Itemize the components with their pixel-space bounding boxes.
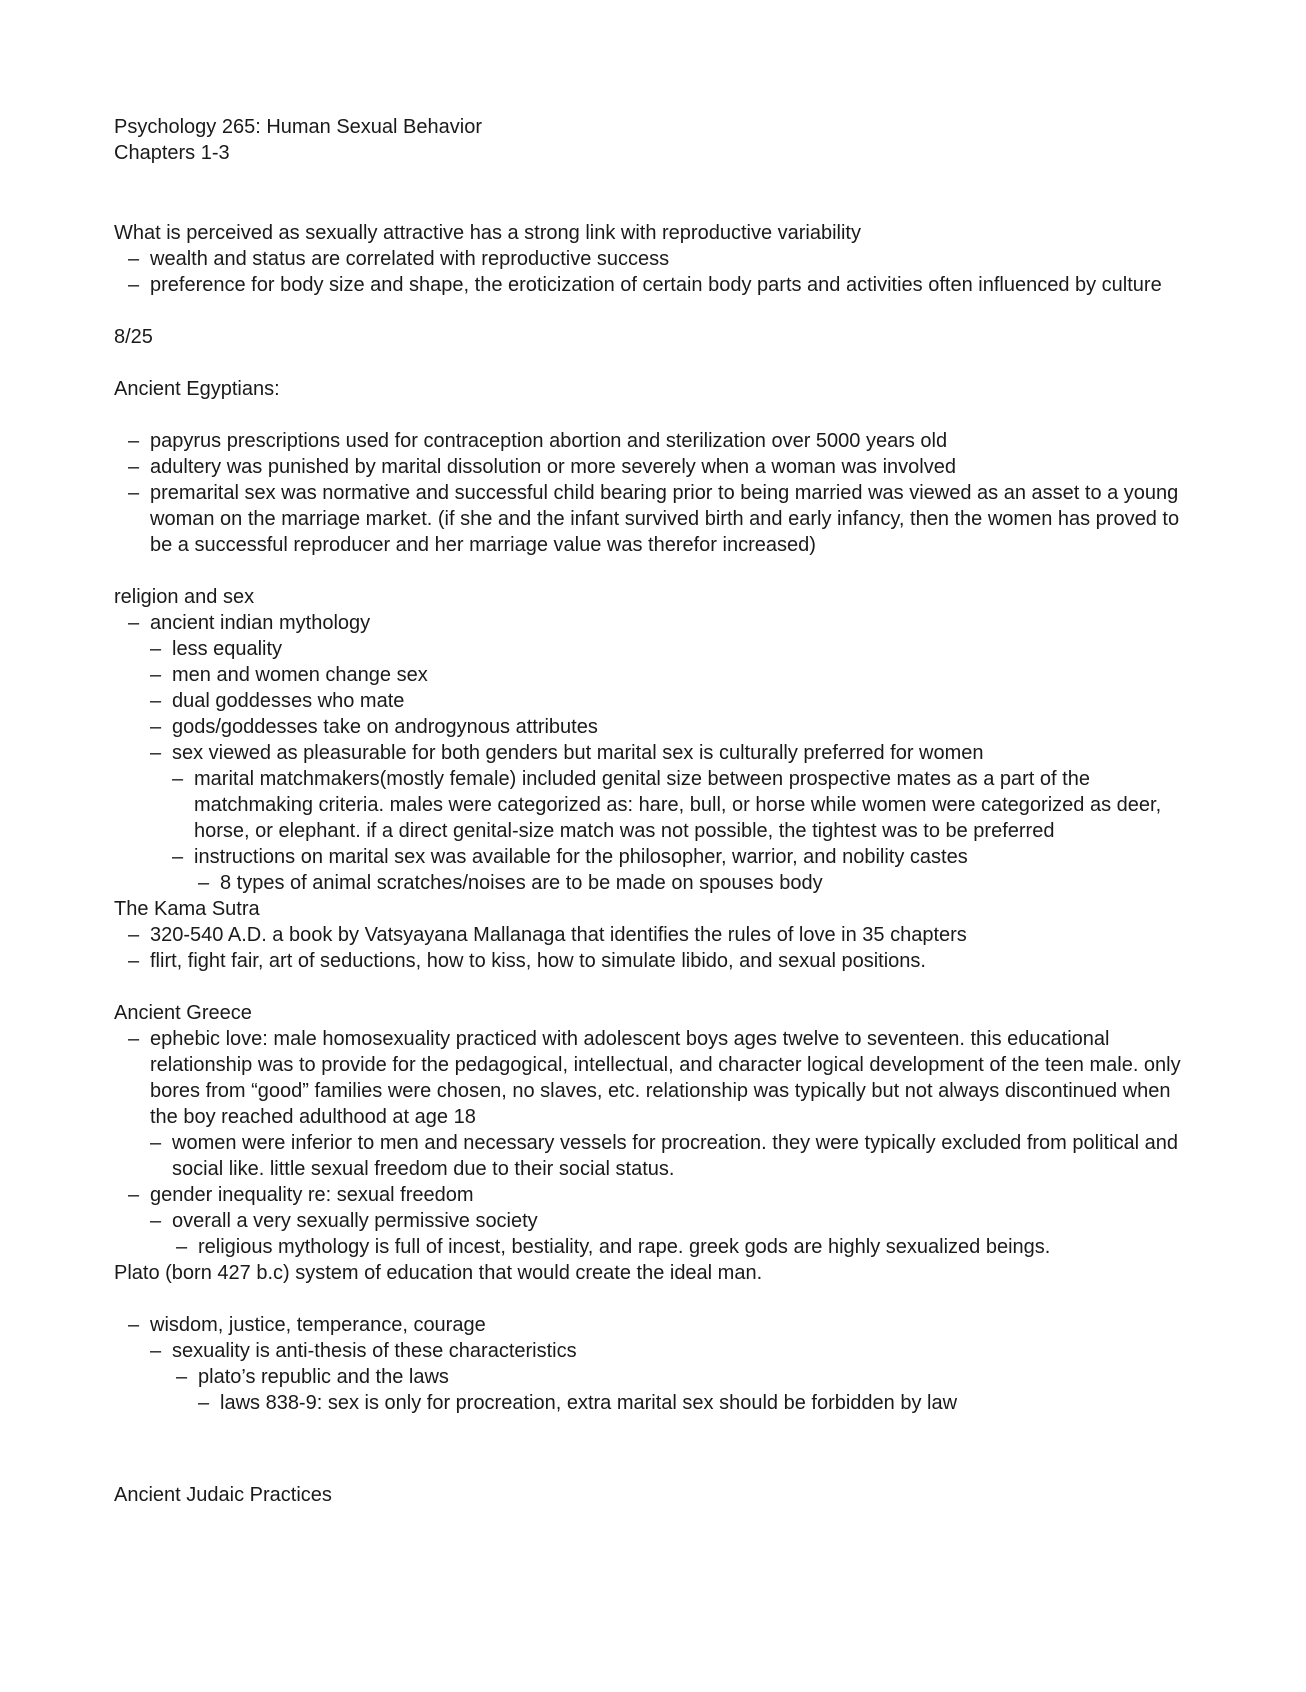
- list-item: [128, 948, 1194, 974]
- list-item: [150, 1208, 1194, 1234]
- religion-sub-point: sex viewed as pleasurable for both genders but marital sex is culturally preferred for women: [172, 742, 984, 764]
- plato-republic: plato’s republic and the laws: [198, 1366, 449, 1388]
- list-item: [128, 246, 1194, 272]
- dash-bullet: –: [128, 1028, 140, 1050]
- dash-bullet: –: [128, 430, 140, 452]
- dash-bullet: –: [150, 716, 162, 738]
- section-heading-plato: Plato (born 427 b.c) system of education that would create the ideal man.: [114, 1262, 763, 1284]
- section-heading-judaic: Ancient Judaic Practices: [114, 1484, 332, 1506]
- dash-bullet: –: [198, 872, 210, 894]
- list-item: [150, 1130, 1194, 1182]
- document-page: [114, 114, 1194, 1508]
- dash-bullet: –: [128, 274, 140, 296]
- religion-sub-point: less equality: [172, 638, 283, 660]
- list-item: [198, 1390, 1194, 1416]
- intro-lead: What is perceived as sexually attractive has a strong link with reproductive variability: [114, 222, 861, 244]
- greece-gender-inequality: gender inequality re: sexual freedom: [150, 1184, 474, 1206]
- dash-bullet: –: [128, 612, 140, 634]
- religion-indian-mythology: ancient indian mythology: [150, 612, 371, 634]
- list-item: [172, 844, 1194, 870]
- greece-women-point: women were inferior to men and necessary vessels for procreation. they were typically excluded from political and social like. little sexual freedom due to their social status.: [172, 1132, 1179, 1180]
- list-item: [128, 454, 1194, 480]
- dash-bullet: –: [176, 1366, 188, 1388]
- plato-virtues: wisdom, justice, temperance, courage: [150, 1314, 486, 1336]
- religion-matchmaking-point: marital matchmakers(mostly female) included genital size between prospective mates as a part of the matchmaking criteria. males were categorized as: hare, bull, or horse while women were categorized as deer, horse, or elephant. if a direct genital-size match was not possible, the tightest was to be preferred: [194, 768, 1162, 842]
- list-item: [150, 662, 1194, 688]
- plato-laws: laws 838-9: sex is only for procreation, extra marital sex should be forbidden by law: [220, 1392, 958, 1414]
- lecture-date: 8/25: [114, 326, 153, 348]
- intro-point-1: wealth and status are correlated with reproductive success: [150, 248, 670, 270]
- list-item: [128, 1026, 1194, 1130]
- section-heading-religion: religion and sex: [114, 586, 255, 608]
- section-heading-kama-sutra: The Kama Sutra: [114, 898, 260, 920]
- list-item: [176, 1234, 1194, 1260]
- list-item: [128, 922, 1194, 948]
- section-heading-greece: Ancient Greece: [114, 1002, 252, 1024]
- dash-bullet: –: [128, 482, 140, 504]
- egypt-point-1: papyrus prescriptions used for contraception abortion and sterilization over 5000 years old: [150, 430, 948, 452]
- religion-sub-point: gods/goddesses take on androgynous attributes: [172, 716, 598, 738]
- list-item: [128, 480, 1194, 558]
- dash-bullet: –: [150, 1340, 162, 1362]
- egypt-point-3: premarital sex was normative and successful child bearing prior to being married was viewed as an asset to a young woman on the marriage market. (if she and the infant survived birth and early infancy, then the women has proved to be a successful reproducer and her marriage value was therefor increased): [150, 482, 1180, 556]
- greece-ephebic-love: ephebic love: male homosexuality practiced with adolescent boys ages twelve to seventeen. this educational relationship was to provide for the pedagogical, intellectual, and character logical development of the teen male. only bores from “good” families were chosen, no slaves, etc. relationship was typically but not always discontinued when the boy reached adulthood at age 18: [150, 1028, 1181, 1128]
- chapter-range: Chapters 1-3: [114, 142, 230, 164]
- list-item: [128, 610, 1194, 636]
- dash-bullet: –: [128, 950, 140, 972]
- egypt-point-2: adultery was punished by marital dissolution or more severely when a woman was involved: [150, 456, 956, 478]
- religion-sub-point: men and women change sex: [172, 664, 428, 686]
- religion-sub-point: dual goddesses who mate: [172, 690, 405, 712]
- dash-bullet: –: [128, 248, 140, 270]
- intro-point-2: preference for body size and shape, the eroticization of certain body parts and activities often influenced by culture: [150, 274, 1162, 296]
- course-title: Psychology 265: Human Sexual Behavior: [114, 116, 482, 138]
- dash-bullet: –: [172, 768, 184, 790]
- kama-point-1: 320-540 A.D. a book by Vatsyayana Mallanaga that identifies the rules of love in 35 chapters: [150, 924, 967, 946]
- list-item: [172, 766, 1194, 844]
- plato-antithesis: sexuality is anti-thesis of these characteristics: [172, 1340, 577, 1362]
- list-item: [128, 1312, 1194, 1338]
- list-item: [128, 1182, 1194, 1208]
- greece-mythology-point: religious mythology is full of incest, bestiality, and rape. greek gods are highly sexualized beings.: [198, 1236, 1051, 1258]
- religion-scratches-point: 8 types of animal scratches/noises are to be made on spouses body: [220, 872, 823, 894]
- dash-bullet: –: [128, 924, 140, 946]
- dash-bullet: –: [150, 690, 162, 712]
- dash-bullet: –: [172, 846, 184, 868]
- list-item: [150, 714, 1194, 740]
- religion-castes-point: instructions on marital sex was available for the philosopher, warrior, and nobility castes: [194, 846, 968, 868]
- list-item: [128, 272, 1194, 298]
- list-item: [150, 688, 1194, 714]
- section-heading-egypt: Ancient Egyptians:: [114, 378, 280, 400]
- kama-point-2: flirt, fight fair, art of seductions, how to kiss, how to simulate libido, and sexual positions.: [150, 950, 926, 972]
- list-item: [150, 636, 1194, 662]
- dash-bullet: –: [150, 638, 162, 660]
- list-item: [128, 428, 1194, 454]
- list-item: [150, 1338, 1194, 1364]
- list-item: [150, 740, 1194, 766]
- dash-bullet: –: [150, 742, 162, 764]
- dash-bullet: –: [176, 1236, 188, 1258]
- dash-bullet: –: [150, 1210, 162, 1232]
- dash-bullet: –: [198, 1392, 210, 1414]
- dash-bullet: –: [128, 456, 140, 478]
- dash-bullet: –: [150, 1132, 162, 1154]
- dash-bullet: –: [128, 1184, 140, 1206]
- dash-bullet: –: [128, 1314, 140, 1336]
- list-item: [198, 870, 1194, 896]
- dash-bullet: –: [150, 664, 162, 686]
- greece-permissive-society: overall a very sexually permissive society: [172, 1210, 538, 1232]
- list-item: [176, 1364, 1194, 1390]
